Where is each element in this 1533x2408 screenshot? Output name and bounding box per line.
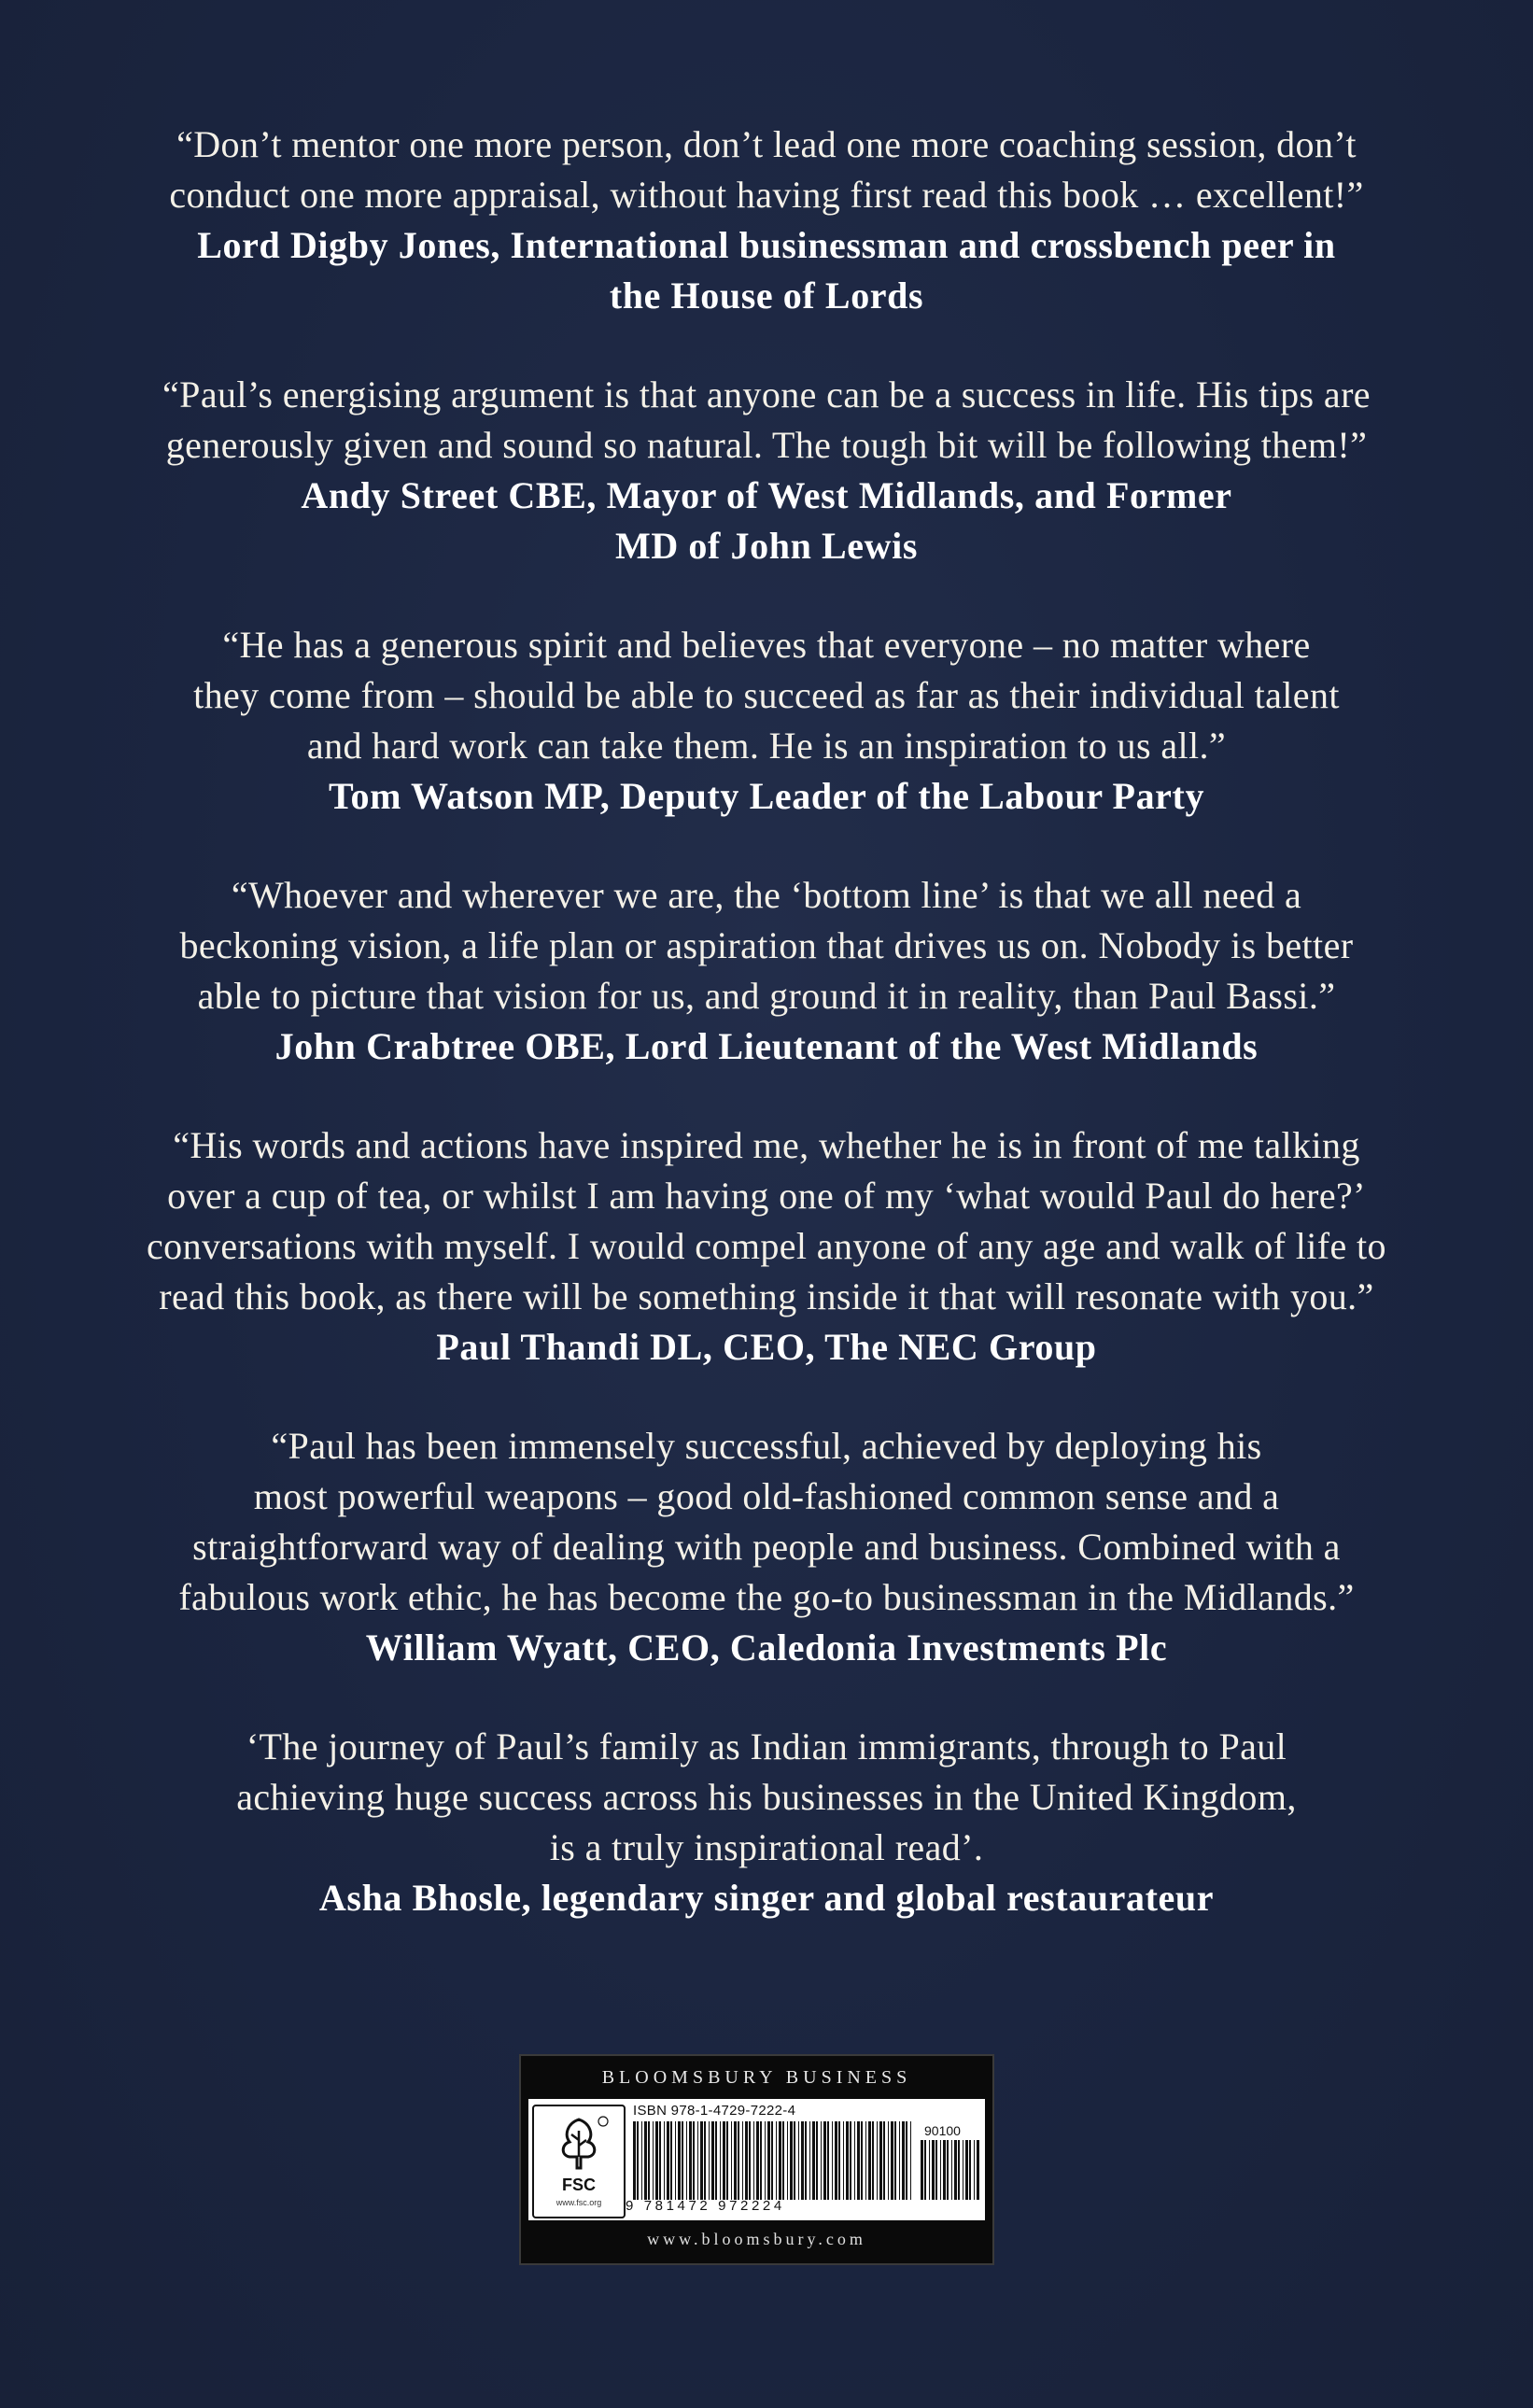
publisher-imprint: BLOOMSBURY BUSINESS (601, 2067, 912, 2088)
barcode-bar (965, 2140, 968, 2200)
barcode-bar (633, 2121, 636, 2200)
barcode-bar (932, 2140, 935, 2200)
barcode-bar (644, 2121, 647, 2200)
endorsement-quote: “Don’t mentor one more person, don’t lead one more coaching session, don’t conduct one more appraisal, without having first read this book … excellent!” (169, 123, 1364, 216)
barcode-bar (821, 2121, 822, 2200)
barcode-bar (879, 2121, 882, 2200)
endorsement (75, 120, 1458, 321)
barcode-bar (726, 2121, 728, 2200)
endorsement (75, 370, 1458, 571)
barcode-bar (693, 2121, 695, 2200)
endorsement-quote: “Paul has been immensely successful, achieved by deploying his most powerful weapons – good old-fashioned common sense and a straightforward way of dealing with people and business. Combined with a fabulous work ethic, he has become the go-to businessman in the Midlands.” (178, 1425, 1355, 1618)
barcode-digits: 9 781472 972224 (626, 2198, 785, 2214)
barcode-bar (760, 2121, 762, 2200)
barcode-bar (745, 2121, 748, 2200)
barcode-bar (648, 2121, 650, 2200)
endorsement-author: William Wyatt, CEO, Caledonia Investments Plc (365, 1626, 1168, 1669)
barcode-bar (943, 2140, 946, 2200)
barcode-bar (906, 2121, 907, 2200)
endorsement-author: Paul Thandi DL, CEO, The NEC Group (436, 1326, 1097, 1368)
barcode-bar (682, 2121, 683, 2200)
barcode-bar (838, 2121, 840, 2200)
barcode-bar (655, 2121, 658, 2200)
barcode-bar (700, 2121, 703, 2200)
barcode-bar (697, 2121, 698, 2200)
barcode-bar (641, 2121, 642, 2200)
endorsement-quote: “Paul’s energising argument is that anyone can be a success in life. His tips are generously given and sound so natural. The tough bit will be following them!” (162, 373, 1371, 466)
barcode-bar (742, 2121, 743, 2200)
barcode-bar (709, 2121, 710, 2200)
barcode-bar (832, 2121, 833, 2200)
barcode-bar (899, 2121, 900, 2200)
barcode-bar (974, 2140, 975, 2200)
fsc-url: www.fsc.org (556, 2198, 602, 2207)
barcode-bar (977, 2140, 979, 2200)
barcode-bar (678, 2121, 681, 2200)
endorsement (75, 1120, 1458, 1373)
barcode-bar (929, 2140, 930, 2200)
endorsement-quote: “Whoever and wherever we are, the ‘bottom line’ is that we all need a beckoning vision, a life plan or aspiration that drives us on. Nobody is better able to picture that vision for us, and ground it in reality, than Paul Bassi.” (179, 874, 1354, 1017)
publisher-website: www.bloomsbury.com (647, 2230, 866, 2248)
addon-barcode (921, 2140, 980, 2200)
barcode-bar (835, 2121, 837, 2200)
barcode-bar (715, 2121, 717, 2200)
barcode-bar (723, 2121, 725, 2200)
barcode-bar (902, 2121, 905, 2200)
barcode-bar (935, 2140, 937, 2200)
barcode-bar (798, 2121, 799, 2200)
endorsement-quote: ‘The journey of Paul’s family as Indian immigrants, through to Paul achieving huge success across his businesses in the United Kingdom, is a truly inspirational read’. (236, 1725, 1297, 1868)
barcode-panel (519, 2054, 994, 2265)
barcode-bar (711, 2121, 714, 2200)
barcode-bar (767, 2121, 770, 2200)
endorsement (75, 620, 1458, 822)
barcode-bar (888, 2121, 889, 2200)
barcode-bar (720, 2121, 721, 2200)
barcode-bar (823, 2121, 826, 2200)
barcode-bar (940, 2140, 941, 2200)
barcode-bar (954, 2140, 957, 2200)
barcode-bar (675, 2121, 676, 2200)
barcode-bar (704, 2121, 706, 2200)
endorsement-author: Lord Digby Jones, International businessman and crossbench peer in the House of Lords (197, 224, 1336, 317)
barcode-bar (790, 2121, 793, 2200)
barcode-bar (749, 2121, 751, 2200)
barcode-bar (731, 2121, 732, 2200)
barcode-bar (670, 2121, 672, 2200)
barcode-bar (765, 2121, 766, 2200)
endorsement-author: Tom Watson MP, Deputy Leader of the Labour Party (328, 775, 1205, 817)
barcode-bar (921, 2140, 923, 2200)
barcode-bar (861, 2121, 863, 2200)
barcode-bar (753, 2121, 754, 2200)
barcode-bar (689, 2121, 692, 2200)
barcode-bar (637, 2121, 639, 2200)
barcode-bar (686, 2121, 687, 2200)
endorsement-author: John Crabtree OBE, Lord Lieutenant of the West Midlands (274, 1025, 1259, 1067)
barcode-bar (868, 2121, 871, 2200)
barcode-bar (947, 2140, 949, 2200)
barcode-bar (958, 2140, 960, 2200)
barcode-bar (865, 2121, 866, 2200)
barcode-bar (809, 2121, 810, 2200)
barcode-bar (812, 2121, 815, 2200)
barcode-bar (883, 2121, 885, 2200)
barcode-bar (891, 2121, 893, 2200)
endorsement (75, 870, 1458, 1072)
barcode-bar (857, 2121, 860, 2200)
barcode-bar (816, 2121, 818, 2200)
barcode-bar (787, 2121, 788, 2200)
barcode-bar (734, 2121, 737, 2200)
barcode-bar (664, 2121, 665, 2200)
isbn-number: ISBN 978-1-4729-7222-4 (633, 2103, 796, 2119)
barcode-bar (805, 2121, 807, 2200)
endorsement (75, 1722, 1458, 1923)
barcode-bar (877, 2121, 878, 2200)
barcode-bar (846, 2121, 849, 2200)
barcode-bar (782, 2121, 784, 2200)
endorsement-author: Asha Bhosle, legendary singer and global restaurateur (318, 1877, 1215, 1919)
ean-barcode (633, 2121, 913, 2200)
endorsement (75, 1421, 1458, 1673)
endorsement-quote: “He has a generous spirit and believes that everyone – no matter where they come from – should be able to succeed as far as their individual talent and hard work can take them. He is an inspiration to us all.” (193, 624, 1340, 767)
barcode-bar (771, 2121, 773, 2200)
barcode-bar (756, 2121, 759, 2200)
barcode-bar (659, 2121, 661, 2200)
barcode-bar (924, 2140, 926, 2200)
fsc-name: FSC (562, 2176, 596, 2194)
barcode-bar (969, 2140, 971, 2200)
barcode-bar (667, 2121, 669, 2200)
endorsement-quote: “His words and actions have inspired me, whether he is in front of me talking over a cup of tea, or whilst I am having one of my ‘what would Paul do here?’ conversations with myself. I would compel anyone of any age and walk of life to read this book, as there will be something inside it that will resonate with you.” (147, 1124, 1386, 1317)
barcode-bar (843, 2121, 844, 2200)
barcode-bar (794, 2121, 795, 2200)
barcode-bar (776, 2121, 777, 2200)
endorsement-author: Andy Street CBE, Mayor of West Midlands, and Former MD of John Lewis (301, 474, 1232, 567)
barcode-label (528, 2099, 985, 2220)
barcode-bar (738, 2121, 739, 2200)
fsc-logo (532, 2105, 626, 2218)
barcode-bar (910, 2121, 911, 2200)
barcode-bar (779, 2121, 781, 2200)
barcode-bar (850, 2121, 851, 2200)
barcode-bar (827, 2121, 829, 2200)
barcode-bar (951, 2140, 952, 2200)
barcode-bar (894, 2121, 896, 2200)
endorsements (75, 120, 1458, 1972)
barcode-bar (872, 2121, 874, 2200)
barcode-bar (801, 2121, 804, 2200)
barcode-bar (854, 2121, 855, 2200)
barcode-bar (653, 2121, 654, 2200)
price-code: 90100 (924, 2123, 961, 2138)
fsc-tree-icon (547, 2114, 611, 2172)
